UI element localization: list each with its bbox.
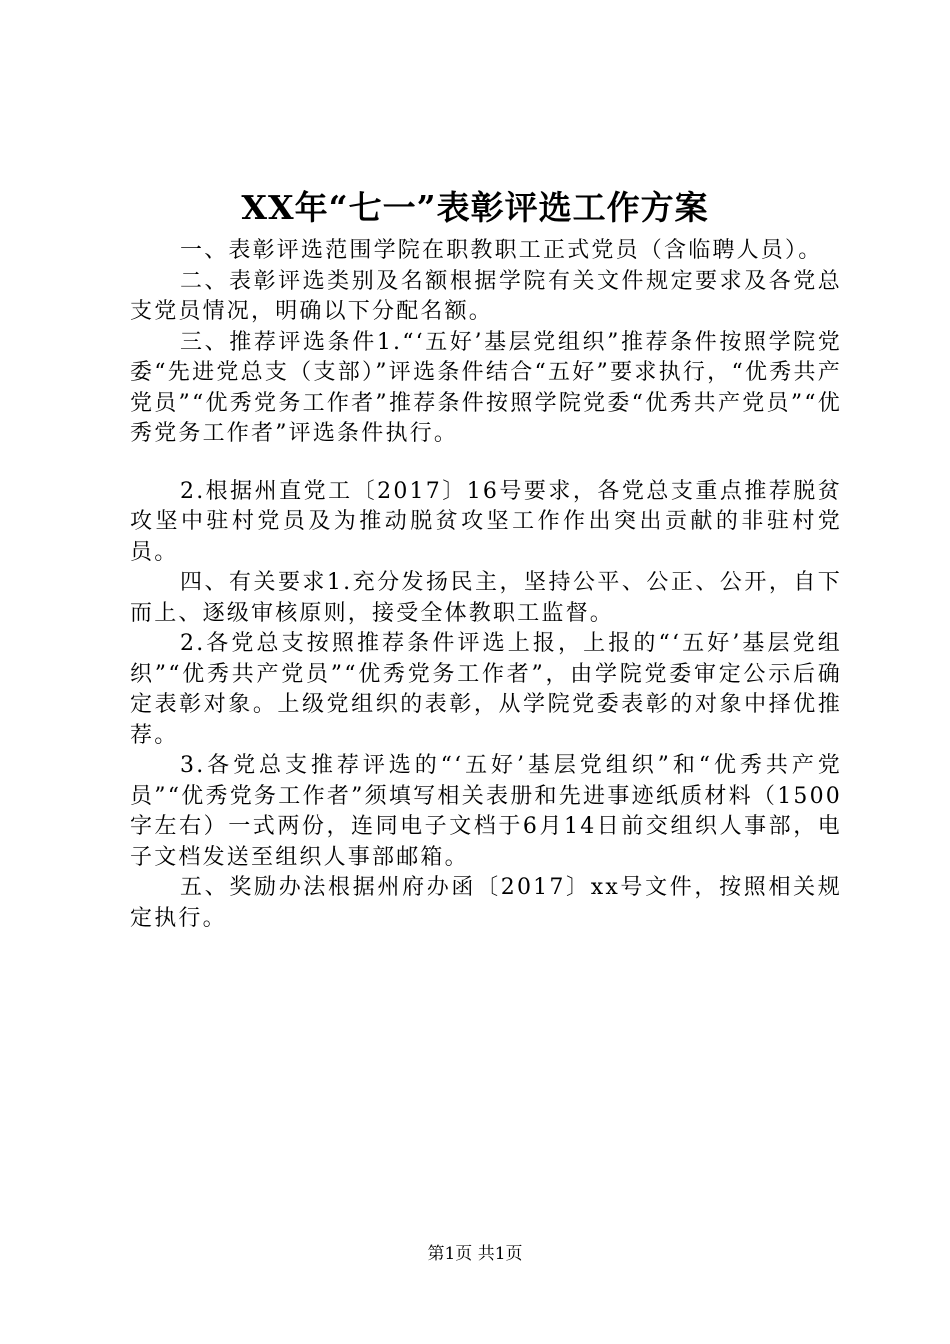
paragraph-requirements-3: 3.各党总支推荐评选的“‘五好’基层党组织”和“优秀共产党员”“优秀党务工作者”须填写相关表册和先进事迹纸质材料（1500字左右）一式两份，连同电子文档于6月14日前交组织人事部，电子文档发送至组织人事部邮箱。 <box>130 753 842 870</box>
paragraph-requirements-2: 2.各党总支按照推荐条件评选上报，上报的“‘五好’基层党组织”“优秀共产党员”“优秀党务工作者”，由学院党委审定公示后确定表彰对象。上级党组织的表彰，从学院党委表彰的对象中择优推荐。 <box>130 631 842 748</box>
paragraph-categories: 二、表彰评选类别及名额根据学院有关文件规定要求及各党总支党员情况，明确以下分配名额。 <box>130 268 842 324</box>
document-body <box>130 236 842 934</box>
paragraph-rewards: 五、奖励办法根据州府办函〔2017〕xx号文件，按照相关规定执行。 <box>130 875 842 931</box>
paragraph-scope: 一、表彰评选范围学院在职教职工正式党员（含临聘人员）。 <box>180 238 823 263</box>
document-title: XX年“七一”表彰评选工作方案 <box>241 188 709 227</box>
paragraph-requirements: 四、有关要求1.充分发扬民主，坚持公平、公正、公开，自下而上、逐级审核原则，接受全体教职工监督。 <box>130 570 842 626</box>
paragraph-conditions-2: 2.根据州直党工〔2017〕16号要求，各党总支重点推荐脱贫攻坚中驻村党员及为推动脱贫攻坚工作作出突出贡献的非驻村党员。 <box>130 478 842 565</box>
page-footer: 第1页 共1页 <box>427 1244 523 1264</box>
paragraph-conditions: 三、推荐评选条件1.“‘五好’基层党组织”推荐条件按照学院党委“先进党总支（支部）”评选条件结合“五好”要求执行，“优秀共产党员”“优秀党务工作者”推荐条件按照学院党委“优秀共产党员”“优秀党务工作者”评选条件执行。 <box>130 329 842 446</box>
